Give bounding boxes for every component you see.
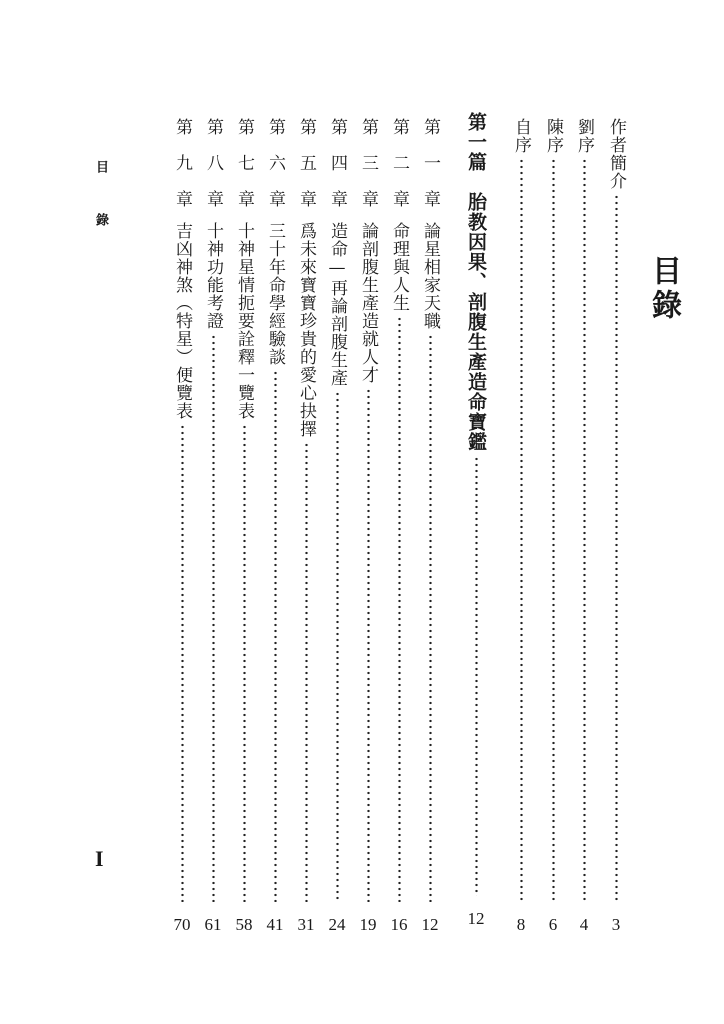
toc-page-number: 8	[516, 915, 526, 934]
toc-section-label: 第一篇 胎教因果、剖腹生產造命寶鑑	[465, 112, 487, 452]
toc-page-number: 70	[173, 915, 191, 934]
toc-page-number: 12	[421, 915, 439, 934]
toc-entry-label: 陳序	[543, 118, 563, 154]
toc-section-1[interactable]	[459, 112, 493, 932]
toc-page-number: 4	[579, 915, 589, 934]
toc-chapter-number: 第 六 章	[265, 118, 285, 208]
toc-entry-label: 作者簡介	[606, 118, 626, 190]
toc-chapter-label: 造命—再論剖腹生產	[327, 222, 347, 387]
toc-page-number: 41	[266, 915, 284, 934]
toc-chapter-number: 第 二 章	[389, 118, 409, 208]
toc-page-number: 19	[359, 915, 377, 934]
toc-page-number: 58	[235, 915, 253, 934]
toc-page-number: 12	[467, 909, 485, 928]
toc-chapter-4[interactable]	[324, 118, 350, 938]
dot-leader	[336, 391, 339, 902]
toc-chapter-label: 十神功能考證	[203, 222, 223, 330]
toc-chapter-label: 吉凶神煞（特星）便覽表	[172, 222, 192, 420]
toc-chapter-8[interactable]	[200, 118, 226, 938]
toc-chapter-number: 第 七 章	[234, 118, 254, 208]
toc-entry-own-preface[interactable]	[508, 118, 534, 938]
dot-leader	[615, 194, 618, 902]
dot-leader	[429, 334, 432, 902]
toc-chapter-5[interactable]	[293, 118, 319, 938]
toc-chapter-number: 第 五 章	[296, 118, 316, 208]
dot-leader	[520, 158, 523, 902]
dot-leader	[305, 442, 308, 902]
dot-leader	[367, 388, 370, 902]
toc-chapter-1[interactable]	[417, 118, 443, 938]
toc-chapter-label: 論星相家天職	[420, 222, 440, 330]
toc-entry-liu-preface[interactable]	[571, 118, 597, 938]
toc-chapter-number: 第 九 章	[172, 118, 192, 208]
toc-chapter-3[interactable]	[355, 118, 381, 938]
toc-page-number: 3	[611, 915, 621, 934]
toc-page-number: 31	[297, 915, 315, 934]
toc-chapter-label: 論剖腹生產造就人才	[358, 222, 378, 384]
toc-page-number: 61	[204, 915, 222, 934]
toc-chapter-number: 第 一 章	[420, 118, 440, 208]
toc-chapter-9[interactable]	[169, 118, 195, 938]
toc-page-number: 24	[328, 915, 346, 934]
toc-chapter-label: 三十年命學經驗談	[265, 222, 285, 366]
toc-chapter-number: 第 四 章	[327, 118, 347, 208]
toc-chapter-label: 命理與人生	[389, 222, 409, 312]
toc-entry-author-bio[interactable]	[603, 118, 629, 938]
toc-chapter-number: 第 八 章	[203, 118, 223, 208]
folio: I	[95, 846, 104, 871]
page-title: 目錄	[646, 255, 681, 323]
dot-leader	[181, 424, 184, 902]
toc-chapter-number: 第 三 章	[358, 118, 378, 208]
dot-leader	[398, 316, 401, 902]
toc-chapter-6[interactable]	[262, 118, 288, 938]
dot-leader	[552, 158, 555, 902]
dot-leader	[475, 456, 478, 896]
dot-leader	[274, 370, 277, 902]
toc-page-number: 16	[390, 915, 408, 934]
toc-chapter-2[interactable]	[386, 118, 412, 938]
running-head: 目錄	[93, 160, 108, 266]
toc-entry-chen-preface[interactable]	[540, 118, 566, 938]
dot-leader	[212, 334, 215, 902]
toc-page-number: 6	[548, 915, 558, 934]
dot-leader	[583, 158, 586, 902]
dot-leader	[243, 424, 246, 902]
toc-entry-label: 自序	[511, 118, 531, 154]
toc-entry-label: 劉序	[574, 118, 594, 154]
toc-chapter-label: 十神星情扼要詮釋一覽表	[234, 222, 254, 420]
toc-chapter-label: 爲未來寶寶珍貴的愛心抉擇	[296, 222, 316, 438]
toc-chapter-7[interactable]	[231, 118, 257, 938]
